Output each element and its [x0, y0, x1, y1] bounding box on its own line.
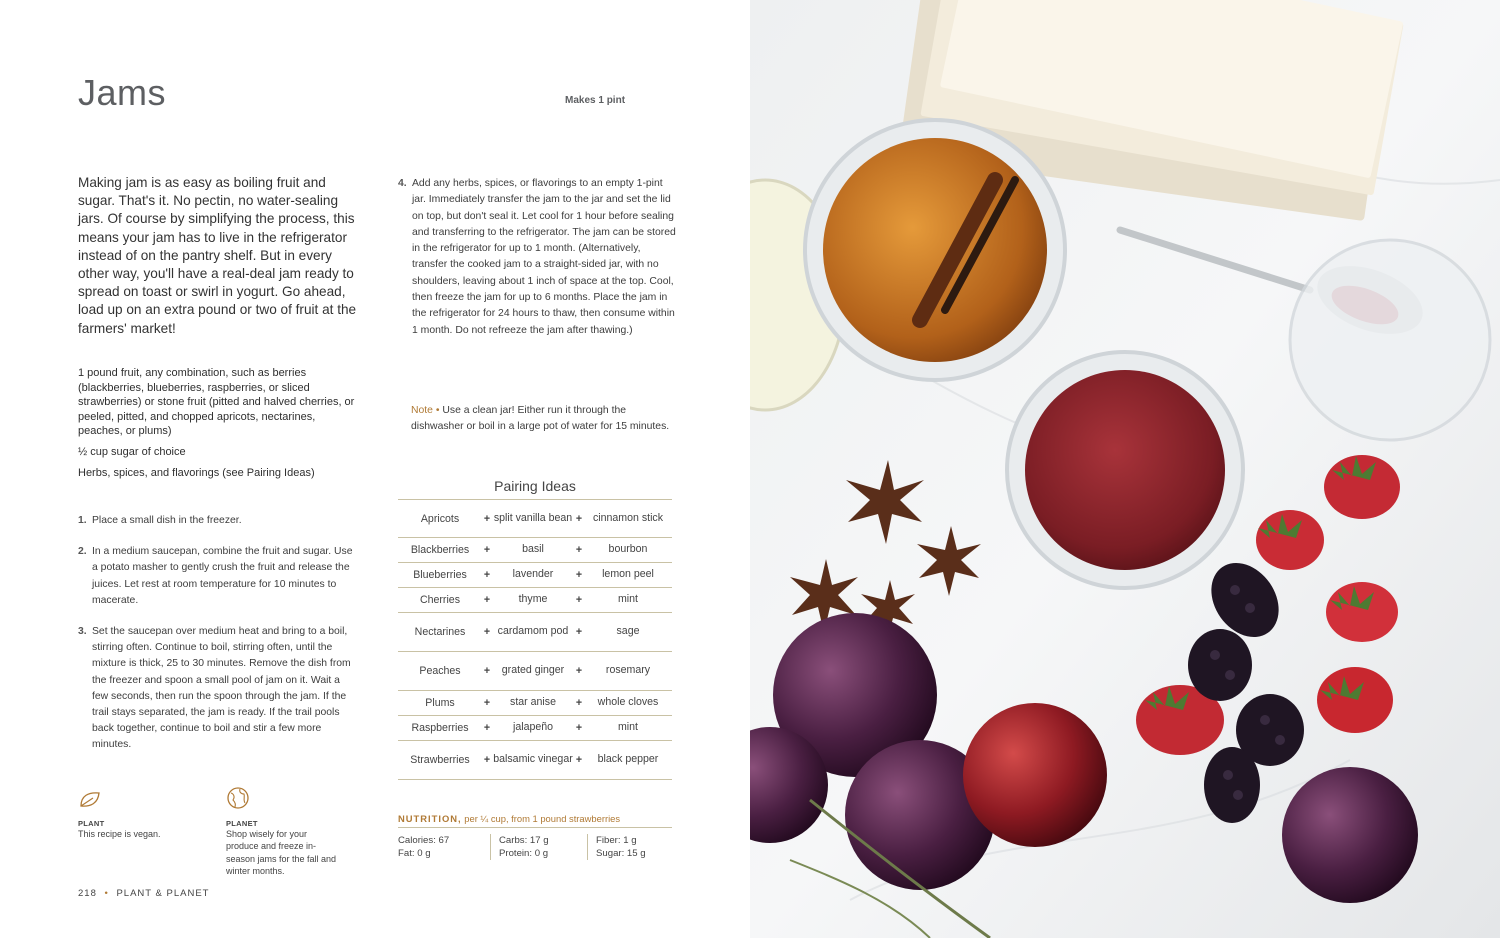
- fruit-cell: Apricots: [420, 512, 460, 525]
- pairing-cell: black pepper: [597, 753, 659, 766]
- table-row: [398, 716, 672, 741]
- table-row: [398, 691, 672, 716]
- recipe-title: Jams: [78, 72, 167, 113]
- table-row: [398, 538, 672, 563]
- step-text: Place a small dish in the freezer.: [92, 515, 242, 526]
- step-number: 3.: [78, 626, 87, 638]
- pairing-cell: balsamic vinegar: [493, 753, 573, 766]
- pairing-title: Pairing Ideas: [398, 478, 672, 500]
- pairing-cell: cinnamon stick: [592, 511, 664, 524]
- page-number: 218: [78, 888, 97, 899]
- fruit-cell: Blueberries: [413, 569, 467, 581]
- plant-label: PLANT: [78, 819, 105, 828]
- pairing-cell: whole cloves: [597, 696, 659, 709]
- step-text: In a medium saucepan, combine the fruit and sugar. Use a potato masher to gently crush the fruit and release the juices. Let rest at room temperature for 10 minutes to macerate.: [92, 546, 353, 606]
- nutrition-panel: [398, 813, 672, 860]
- plus-sign: +: [483, 665, 491, 677]
- fruit-cell: Raspberries: [411, 722, 469, 734]
- nutrition-heading: [398, 813, 672, 828]
- step-4: [398, 176, 676, 339]
- footer-separator: •: [104, 888, 109, 899]
- pairing-cell: star anise: [510, 696, 556, 709]
- steps-list: [78, 513, 353, 769]
- table-row: [398, 588, 672, 613]
- plus-sign: +: [483, 626, 491, 638]
- plus-sign: +: [575, 722, 583, 734]
- note-label: Note: [411, 405, 433, 416]
- ingredient: ½ cup sugar of choice: [78, 445, 186, 458]
- nutrition-value: Sugar: 15 g: [596, 848, 646, 859]
- globe-icon: [226, 786, 250, 810]
- page-footer: [78, 888, 210, 899]
- pairing-cell: lavender: [512, 568, 554, 581]
- nutrition-col: [587, 834, 654, 860]
- ingredient: Herbs, spices, and flavorings (see Pairing Ideas): [78, 466, 315, 479]
- plus-sign: +: [575, 665, 583, 677]
- table-row: [398, 563, 672, 588]
- pairing-cell: sage: [616, 625, 640, 638]
- plus-sign: +: [483, 544, 491, 556]
- plus-sign: +: [483, 754, 491, 766]
- nutrition-label: NUTRITION,: [398, 813, 462, 824]
- nutrition-basis: per ¼ cup, from 1 pound strawberries: [464, 813, 621, 824]
- plus-sign: +: [575, 697, 583, 709]
- pairing-cell: split vanilla bean: [493, 511, 573, 524]
- intro-paragraph: Making jam is as easy as boiling fruit and sugar. That's it. No pectin, no water-sealing jars. Of course by simplifying the process, this means your jam has to live in the refrigerator instead of on the pantry shelf. But in every other way, you'll have a real-deal jam ready to spread on toast or swirl in yogurt. Go ahead, load up on an extra pound or two of fruit at the farmers' market!: [78, 175, 357, 336]
- planet-badge: [226, 786, 338, 878]
- food-photo-illustration: [750, 0, 1500, 938]
- step-1: [78, 513, 353, 529]
- table-row: [398, 500, 672, 538]
- pairing-cell: lemon peel: [602, 568, 654, 581]
- plus-sign: +: [575, 512, 583, 525]
- nutrition-values: [398, 834, 672, 860]
- pairing-cell: jalapeño: [512, 721, 554, 734]
- pairing-cell: mint: [617, 593, 638, 606]
- note-text: Use a clean jar! Either run it through the dishwasher or boil in a large pot of water for 15 minutes.: [411, 405, 670, 433]
- pairing-table: [398, 478, 672, 780]
- fruit-cell: Nectarines: [414, 626, 466, 638]
- jam-photo: [750, 0, 1500, 938]
- nutrition-value: Fiber: 1 g: [596, 835, 637, 846]
- step-2: [78, 544, 353, 609]
- fruit-cell: Plums: [425, 697, 455, 709]
- pairing-cell: thyme: [518, 593, 548, 606]
- pairing-cell: cardamom pod: [497, 625, 569, 638]
- plus-sign: +: [575, 544, 583, 556]
- fruit-cell: Blackberries: [410, 544, 470, 556]
- plus-sign: +: [575, 569, 583, 581]
- yield: Makes 1 pint: [565, 95, 626, 106]
- pairing-cell: basil: [522, 543, 544, 556]
- pairing-cell: bourbon: [608, 543, 648, 556]
- plus-sign: +: [483, 512, 491, 525]
- nutrition-col: [398, 834, 490, 860]
- book-title: PLANT & PLANET: [116, 888, 210, 899]
- nutrition-value: Calories: 67: [398, 835, 450, 846]
- step-text: Set the saucepan over medium heat and bring to a boil, stirring often. Continue to boil, stirring often, until the mixture is thick, 25 to 30 minutes. Remove the dish from the freezer and spoon a small pool of jam on it. Wait a few seconds, then run the spoon through the jam. If the trail stays separated, the jam is ready. If the trail pools back together, continue to boil and stir a few more minutes.: [92, 626, 351, 751]
- nutrition-value: Carbs: 17 g: [499, 835, 549, 846]
- table-row: [398, 652, 672, 691]
- plus-sign: +: [483, 569, 491, 581]
- pairing-cell: rosemary: [605, 664, 651, 677]
- note-separator: •: [435, 405, 440, 416]
- plus-sign: +: [483, 594, 491, 606]
- step-text: Add any herbs, spices, or flavorings to an empty 1-pint jar. Immediately transfer the jam to the jar and set the lid on top, but don't seal it. Let cool for 1 hour before sealing and transferring to the refrigerator. The jam can be stored in the refrigerator for up to 1 month. (Alternatively, transfer the cooked jam to a straight-sided jar, with no shoulders, leaving about 1 inch of space at the top. Cool, then freeze the jam for up to 6 months. Place the jam in the refrigerator for 24 hours to thaw, then consume within 1 month. Do not refreeze the jam after thawing.): [412, 178, 676, 336]
- plus-sign: +: [483, 722, 491, 734]
- step-number: 2.: [78, 546, 87, 558]
- leaf-icon: [78, 790, 102, 810]
- plus-sign: +: [483, 697, 491, 709]
- pairing-cell: grated ginger: [501, 664, 565, 677]
- plant-text: This recipe is vegan.: [78, 829, 161, 839]
- fruit-cell: Strawberries: [410, 754, 470, 766]
- plant-badge: [78, 790, 190, 840]
- step-number: 1.: [78, 515, 87, 526]
- fruit-cell: Cherries: [419, 594, 461, 606]
- planet-label: PLANET: [226, 819, 258, 828]
- note: [411, 403, 671, 436]
- ingredient: 1 pound fruit, any combination, such as berries (blackberries, blueberries, raspberries, or sliced strawberries) or stone fruit (pitted and halved cherries, or peeled, pitted, and chopped apricots, nectarines, peaches, or plums): [78, 367, 355, 438]
- plus-sign: +: [575, 594, 583, 606]
- table-row: [398, 741, 672, 780]
- plus-sign: +: [575, 626, 583, 638]
- ingredients-list: [78, 366, 358, 486]
- table-row: [398, 613, 672, 652]
- nutrition-value: Protein: 0 g: [499, 848, 549, 859]
- nutrition-col: [490, 834, 587, 860]
- fruit-cell: Peaches: [419, 665, 461, 677]
- nutrition-value: Fat: 0 g: [398, 848, 431, 859]
- step-3: [78, 624, 353, 754]
- pairing-cell: mint: [617, 721, 638, 734]
- step-number: 4.: [398, 178, 407, 189]
- plus-sign: +: [575, 754, 583, 766]
- planet-text: Shop wisely for your produce and freeze in-season jams for the fall and winter months.: [226, 829, 337, 877]
